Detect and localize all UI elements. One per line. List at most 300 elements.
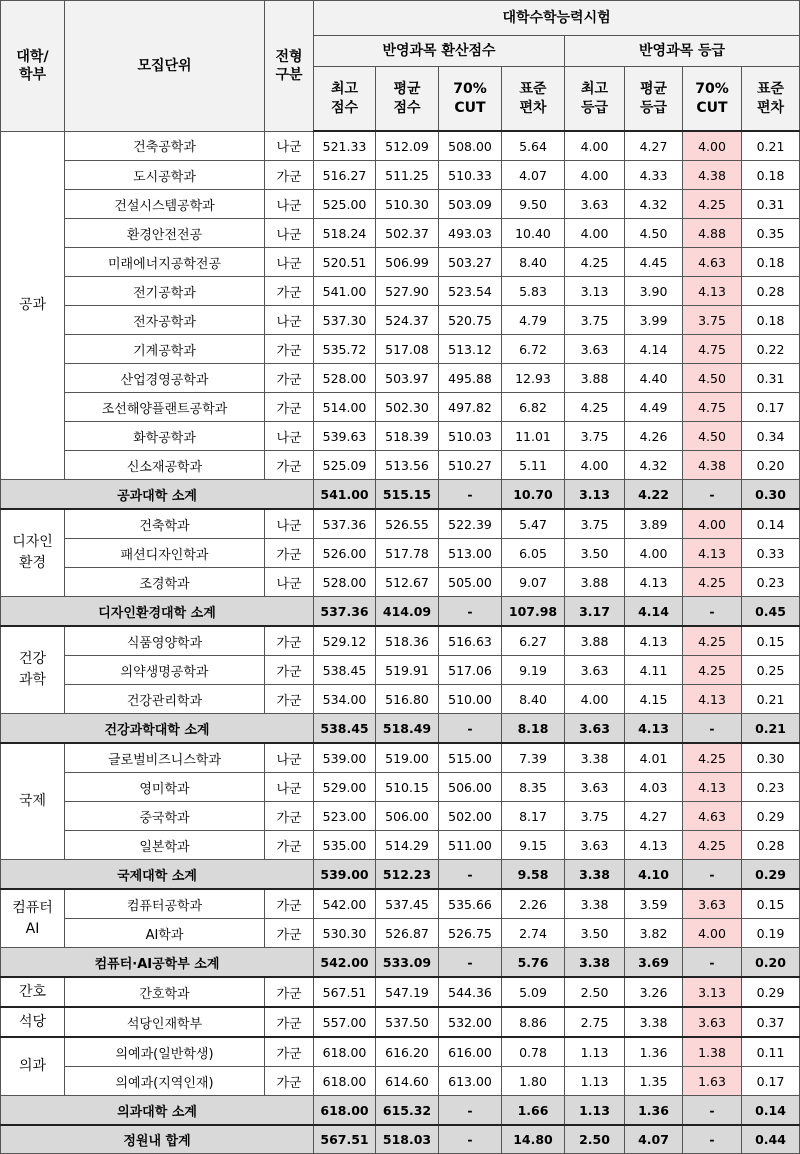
value-cell: 3.63 — [565, 190, 625, 219]
table-row — [1, 919, 800, 948]
value-cell: 618.00 — [314, 1067, 376, 1096]
grade-cut-cell: - — [683, 597, 742, 627]
value-cell: 9.50 — [502, 190, 565, 219]
unit-cell: 전기공학과 — [65, 277, 265, 306]
table-row — [1, 509, 800, 539]
value-cell: 503.09 — [439, 190, 502, 219]
value-cell: 6.72 — [502, 335, 565, 364]
type-cell: 나군 — [265, 773, 314, 802]
value-cell: 4.13 — [625, 714, 683, 744]
value-cell: 529.12 — [314, 626, 376, 656]
unit-cell: 간호학과 — [65, 977, 265, 1007]
value-cell: 525.09 — [314, 451, 376, 480]
grade-cut-cell: 4.25 — [683, 568, 742, 597]
value-cell: 537.36 — [314, 597, 376, 627]
value-cell: 512.67 — [376, 568, 439, 597]
value-cell: 0.19 — [742, 919, 800, 948]
value-cell: 0.29 — [742, 860, 800, 890]
type-cell: 가군 — [265, 539, 314, 568]
value-cell: 503.27 — [439, 248, 502, 277]
value-cell: 2.50 — [565, 977, 625, 1007]
value-cell: 529.00 — [314, 773, 376, 802]
value-cell: 4.10 — [625, 860, 683, 890]
table-row — [1, 743, 800, 773]
value-cell: 2.50 — [565, 1125, 625, 1154]
value-cell: 3.88 — [565, 626, 625, 656]
unit-cell: 건축학과 — [65, 509, 265, 539]
value-cell: 0.78 — [502, 1037, 565, 1067]
subtotal-row — [1, 948, 800, 978]
value-cell: 516.63 — [439, 626, 502, 656]
value-cell: 0.18 — [742, 248, 800, 277]
value-cell: 4.07 — [502, 161, 565, 190]
value-cell: 8.35 — [502, 773, 565, 802]
value-cell: 0.28 — [742, 277, 800, 306]
subtotal-row — [1, 480, 800, 510]
grade-cut-cell: 4.88 — [683, 219, 742, 248]
value-cell: 3.69 — [625, 948, 683, 978]
unit-cell: 중국학과 — [65, 802, 265, 831]
value-cell: 107.98 — [502, 597, 565, 627]
type-cell: 가군 — [265, 451, 314, 480]
column-header: 표준 편차 — [742, 67, 800, 132]
column-header: 70% CUT — [683, 67, 742, 132]
value-cell: 4.14 — [625, 335, 683, 364]
grade-cut-cell: 4.38 — [683, 161, 742, 190]
value-cell: 616.20 — [376, 1037, 439, 1067]
value-cell: 506.00 — [376, 802, 439, 831]
unit-cell: 산업경영공학과 — [65, 364, 265, 393]
value-cell: 5.11 — [502, 451, 565, 480]
table-row — [1, 306, 800, 335]
value-cell: 4.00 — [625, 539, 683, 568]
value-cell: 510.00 — [439, 685, 502, 714]
value-cell: 8.40 — [502, 248, 565, 277]
value-cell: 524.37 — [376, 306, 439, 335]
table-row — [1, 626, 800, 656]
grade-cut-cell: - — [683, 1125, 742, 1154]
value-cell: 547.19 — [376, 977, 439, 1007]
grade-cut-cell: 4.25 — [683, 743, 742, 773]
grade-cut-cell: 3.63 — [683, 889, 742, 919]
grade-cut-cell: 4.50 — [683, 422, 742, 451]
value-cell: 0.44 — [742, 1125, 800, 1154]
value-cell: 538.45 — [314, 656, 376, 685]
value-cell: 1.66 — [502, 1096, 565, 1126]
value-cell: 6.27 — [502, 626, 565, 656]
type-cell: 나군 — [265, 422, 314, 451]
value-cell: 7.39 — [502, 743, 565, 773]
value-cell: 8.17 — [502, 802, 565, 831]
type-cell: 나군 — [265, 248, 314, 277]
value-cell: 4.45 — [625, 248, 683, 277]
value-cell: 6.05 — [502, 539, 565, 568]
value-cell: 510.03 — [439, 422, 502, 451]
type-cell: 가군 — [265, 1067, 314, 1096]
value-cell: 513.12 — [439, 335, 502, 364]
unit-cell: 일본학과 — [65, 831, 265, 860]
value-cell: 513.56 — [376, 451, 439, 480]
value-cell: 3.75 — [565, 802, 625, 831]
subtotal-row — [1, 860, 800, 890]
value-cell: 539.00 — [314, 743, 376, 773]
table-row — [1, 977, 800, 1007]
value-cell: 517.06 — [439, 656, 502, 685]
value-cell: 0.35 — [742, 219, 800, 248]
grade-cut-cell: - — [683, 714, 742, 744]
value-cell: 4.33 — [625, 161, 683, 190]
value-cell: 567.51 — [314, 977, 376, 1007]
value-cell: 11.01 — [502, 422, 565, 451]
value-cell: 0.17 — [742, 1067, 800, 1096]
column-header: 평균 점수 — [376, 67, 439, 132]
value-cell: 5.76 — [502, 948, 565, 978]
value-cell: 517.08 — [376, 335, 439, 364]
grade-cut-cell: 3.63 — [683, 1007, 742, 1037]
value-cell: 4.27 — [625, 131, 683, 161]
value-cell: 3.63 — [565, 335, 625, 364]
grade-cut-cell: - — [683, 480, 742, 510]
value-cell: 3.90 — [625, 277, 683, 306]
value-cell: 511.25 — [376, 161, 439, 190]
value-cell: 4.27 — [625, 802, 683, 831]
value-cell: 0.21 — [742, 685, 800, 714]
table-row — [1, 802, 800, 831]
value-cell: 517.78 — [376, 539, 439, 568]
type-cell: 가군 — [265, 393, 314, 422]
unit-cell: 영미학과 — [65, 773, 265, 802]
value-cell: 5.64 — [502, 131, 565, 161]
value-cell: 526.75 — [439, 919, 502, 948]
value-cell: 511.00 — [439, 831, 502, 860]
type-cell: 가군 — [265, 277, 314, 306]
value-cell: 0.30 — [742, 743, 800, 773]
type-cell: 가군 — [265, 977, 314, 1007]
value-cell: 0.17 — [742, 393, 800, 422]
unit-cell: 컴퓨터공학과 — [65, 889, 265, 919]
value-cell: 537.30 — [314, 306, 376, 335]
subtotal-row — [1, 597, 800, 627]
value-cell: 3.99 — [625, 306, 683, 335]
college-cell: 간호 — [1, 977, 65, 1007]
table-row — [1, 1007, 800, 1037]
value-cell: 495.88 — [439, 364, 502, 393]
value-cell: 4.15 — [625, 685, 683, 714]
value-cell: 528.00 — [314, 568, 376, 597]
subtotal-row — [1, 1096, 800, 1126]
column-header: 최고 점수 — [314, 67, 376, 132]
value-cell: 4.32 — [625, 451, 683, 480]
value-cell: 544.36 — [439, 977, 502, 1007]
value-cell: 537.45 — [376, 889, 439, 919]
value-cell: 526.55 — [376, 509, 439, 539]
value-cell: 5.09 — [502, 977, 565, 1007]
grade-cut-cell: 4.25 — [683, 626, 742, 656]
value-cell: 3.50 — [565, 539, 625, 568]
grade-cut-cell: 4.38 — [683, 451, 742, 480]
college-cell: 컴퓨터 AI — [1, 889, 65, 948]
college-cell: 석당 — [1, 1007, 65, 1037]
table-row — [1, 161, 800, 190]
value-cell: 502.00 — [439, 802, 502, 831]
value-cell: 3.63 — [565, 773, 625, 802]
value-cell: 4.22 — [625, 480, 683, 510]
value-cell: 508.00 — [439, 131, 502, 161]
value-cell: 4.07 — [625, 1125, 683, 1154]
value-cell: 537.36 — [314, 509, 376, 539]
type-cell: 가군 — [265, 889, 314, 919]
value-cell: 1.80 — [502, 1067, 565, 1096]
value-cell: 518.36 — [376, 626, 439, 656]
value-cell: 3.38 — [565, 889, 625, 919]
value-cell: 3.17 — [565, 597, 625, 627]
value-cell: 4.49 — [625, 393, 683, 422]
unit-header: 모집단위 — [65, 1, 265, 132]
type-cell: 나군 — [265, 509, 314, 539]
value-cell: 519.00 — [376, 743, 439, 773]
value-cell: 618.00 — [314, 1096, 376, 1126]
unit-cell: 의예과(일반학생) — [65, 1037, 265, 1067]
value-cell: - — [439, 860, 502, 890]
grade-group-header: 반영과목 등급 — [565, 36, 800, 67]
value-cell: 518.03 — [376, 1125, 439, 1154]
value-cell: 0.31 — [742, 364, 800, 393]
grade-cut-cell: 4.00 — [683, 131, 742, 161]
value-cell: 3.88 — [565, 364, 625, 393]
unit-cell: 건축공학과 — [65, 131, 265, 161]
type-cell: 나군 — [265, 743, 314, 773]
value-cell: 3.59 — [625, 889, 683, 919]
table-row — [1, 131, 800, 161]
value-cell: 4.00 — [565, 161, 625, 190]
value-cell: 0.25 — [742, 656, 800, 685]
value-cell: 4.26 — [625, 422, 683, 451]
type-cell: 가군 — [265, 161, 314, 190]
grade-cut-cell: 4.13 — [683, 773, 742, 802]
unit-cell: 의약생명공학과 — [65, 656, 265, 685]
value-cell: 2.26 — [502, 889, 565, 919]
value-cell: 3.63 — [565, 831, 625, 860]
value-cell: 541.00 — [314, 480, 376, 510]
grade-cut-cell: 4.63 — [683, 802, 742, 831]
value-cell: 4.40 — [625, 364, 683, 393]
value-cell: 0.22 — [742, 335, 800, 364]
type-cell: 가군 — [265, 1037, 314, 1067]
type-cell: 나군 — [265, 219, 314, 248]
value-cell: 3.13 — [565, 480, 625, 510]
college-cell: 국제 — [1, 743, 65, 860]
value-cell: 516.27 — [314, 161, 376, 190]
value-cell: 0.14 — [742, 509, 800, 539]
value-cell: 618.00 — [314, 1037, 376, 1067]
value-cell: 4.01 — [625, 743, 683, 773]
value-cell: 497.82 — [439, 393, 502, 422]
table-body — [1, 131, 800, 1154]
value-cell: 4.00 — [565, 219, 625, 248]
grade-cut-cell: 4.00 — [683, 919, 742, 948]
table-row — [1, 335, 800, 364]
value-cell: - — [439, 948, 502, 978]
type-cell: 가군 — [265, 919, 314, 948]
value-cell: 1.35 — [625, 1067, 683, 1096]
table-row — [1, 451, 800, 480]
value-cell: 2.75 — [565, 1007, 625, 1037]
grade-cut-cell: 4.25 — [683, 190, 742, 219]
table-row — [1, 656, 800, 685]
value-cell: 3.75 — [565, 509, 625, 539]
value-cell: 4.13 — [625, 831, 683, 860]
value-cell: 3.38 — [565, 948, 625, 978]
value-cell: 0.29 — [742, 977, 800, 1007]
value-cell: 0.21 — [742, 714, 800, 744]
value-cell: - — [439, 1096, 502, 1126]
grade-cut-cell: 4.75 — [683, 393, 742, 422]
value-cell: 0.11 — [742, 1037, 800, 1067]
value-cell: 4.00 — [565, 451, 625, 480]
value-cell: 3.13 — [565, 277, 625, 306]
value-cell: - — [439, 480, 502, 510]
value-cell: 510.33 — [439, 161, 502, 190]
value-cell: 8.86 — [502, 1007, 565, 1037]
value-cell: 9.19 — [502, 656, 565, 685]
value-cell: 502.30 — [376, 393, 439, 422]
column-header: 평균 등급 — [625, 67, 683, 132]
value-cell: 535.72 — [314, 335, 376, 364]
value-cell: 528.00 — [314, 364, 376, 393]
college-cell: 공과 — [1, 131, 65, 480]
table-row — [1, 685, 800, 714]
grade-cut-cell: 4.50 — [683, 364, 742, 393]
value-cell: 10.70 — [502, 480, 565, 510]
value-cell: 514.00 — [314, 393, 376, 422]
subtotal-label: 의과대학 소계 — [1, 1096, 314, 1126]
value-cell: 3.38 — [565, 743, 625, 773]
grade-cut-cell: 4.25 — [683, 831, 742, 860]
grade-cut-cell: 4.25 — [683, 656, 742, 685]
value-cell: 0.33 — [742, 539, 800, 568]
type-cell: 나군 — [265, 131, 314, 161]
value-cell: 1.36 — [625, 1096, 683, 1126]
value-cell: 534.00 — [314, 685, 376, 714]
value-cell: 3.38 — [625, 1007, 683, 1037]
value-cell: 530.30 — [314, 919, 376, 948]
value-cell: 0.20 — [742, 948, 800, 978]
value-cell: 0.21 — [742, 131, 800, 161]
value-cell: 4.79 — [502, 306, 565, 335]
value-cell: 533.09 — [376, 948, 439, 978]
grade-cut-cell: 4.13 — [683, 685, 742, 714]
college-cell: 디자인 환경 — [1, 509, 65, 597]
subtotal-label: 건강과학대학 소계 — [1, 714, 314, 744]
unit-cell: 건강관리학과 — [65, 685, 265, 714]
grade-cut-cell: 1.63 — [683, 1067, 742, 1096]
value-cell: 522.39 — [439, 509, 502, 539]
value-cell: 3.89 — [625, 509, 683, 539]
value-cell: 518.24 — [314, 219, 376, 248]
unit-cell: 전자공학과 — [65, 306, 265, 335]
grade-cut-cell: - — [683, 1096, 742, 1126]
type-cell: 나군 — [265, 306, 314, 335]
value-cell: 3.88 — [565, 568, 625, 597]
value-cell: 0.45 — [742, 597, 800, 627]
value-cell: 1.36 — [625, 1037, 683, 1067]
table-row — [1, 1067, 800, 1096]
subtotal-label: 컴퓨터·AI공학부 소계 — [1, 948, 314, 978]
value-cell: 4.13 — [625, 626, 683, 656]
value-cell: 9.58 — [502, 860, 565, 890]
table-row — [1, 568, 800, 597]
value-cell: 535.00 — [314, 831, 376, 860]
table-row — [1, 539, 800, 568]
value-cell: 510.27 — [439, 451, 502, 480]
type-cell: 가군 — [265, 364, 314, 393]
value-cell: 4.00 — [565, 685, 625, 714]
value-cell: 503.97 — [376, 364, 439, 393]
type-cell: 나군 — [265, 190, 314, 219]
value-cell: 502.37 — [376, 219, 439, 248]
value-cell: 3.63 — [565, 714, 625, 744]
value-cell: - — [439, 1125, 502, 1154]
value-cell: 538.45 — [314, 714, 376, 744]
unit-cell: 조경학과 — [65, 568, 265, 597]
value-cell: 0.18 — [742, 306, 800, 335]
value-cell: 4.50 — [625, 219, 683, 248]
grade-cut-cell: 1.38 — [683, 1037, 742, 1067]
type-cell: 가군 — [265, 335, 314, 364]
unit-cell: 미래에너지공학전공 — [65, 248, 265, 277]
value-cell: 515.15 — [376, 480, 439, 510]
value-cell: 525.00 — [314, 190, 376, 219]
grade-cut-cell: 4.13 — [683, 539, 742, 568]
value-cell: 8.40 — [502, 685, 565, 714]
college-cell: 의과 — [1, 1037, 65, 1096]
table-row — [1, 277, 800, 306]
value-cell: 0.23 — [742, 773, 800, 802]
value-cell: 14.80 — [502, 1125, 565, 1154]
grade-cut-cell: 4.00 — [683, 509, 742, 539]
subtotal-label: 공과대학 소계 — [1, 480, 314, 510]
value-cell: 539.63 — [314, 422, 376, 451]
value-cell: 6.82 — [502, 393, 565, 422]
value-cell: 515.00 — [439, 743, 502, 773]
value-cell: 8.18 — [502, 714, 565, 744]
value-cell: 520.51 — [314, 248, 376, 277]
value-cell: 0.31 — [742, 190, 800, 219]
subtotal-label: 국제대학 소계 — [1, 860, 314, 890]
unit-cell: 신소재공학과 — [65, 451, 265, 480]
unit-cell: 글로벌비즈니스학과 — [65, 743, 265, 773]
value-cell: 542.00 — [314, 948, 376, 978]
type-cell: 가군 — [265, 656, 314, 685]
unit-cell: 식품영양학과 — [65, 626, 265, 656]
value-cell: 9.15 — [502, 831, 565, 860]
value-cell: 4.14 — [625, 597, 683, 627]
value-cell: 1.13 — [565, 1096, 625, 1126]
value-cell: 3.38 — [565, 860, 625, 890]
value-cell: 506.99 — [376, 248, 439, 277]
grade-cut-cell: - — [683, 948, 742, 978]
grade-cut-cell: 3.13 — [683, 977, 742, 1007]
value-cell: 0.29 — [742, 802, 800, 831]
value-cell: 3.26 — [625, 977, 683, 1007]
value-cell: 9.07 — [502, 568, 565, 597]
type-header: 전형 구분 — [265, 1, 314, 132]
value-cell: 4.13 — [625, 568, 683, 597]
score-group-header: 반영과목 환산점수 — [314, 36, 565, 67]
grade-cut-cell: - — [683, 860, 742, 890]
value-cell: 616.00 — [439, 1037, 502, 1067]
value-cell: 0.28 — [742, 831, 800, 860]
